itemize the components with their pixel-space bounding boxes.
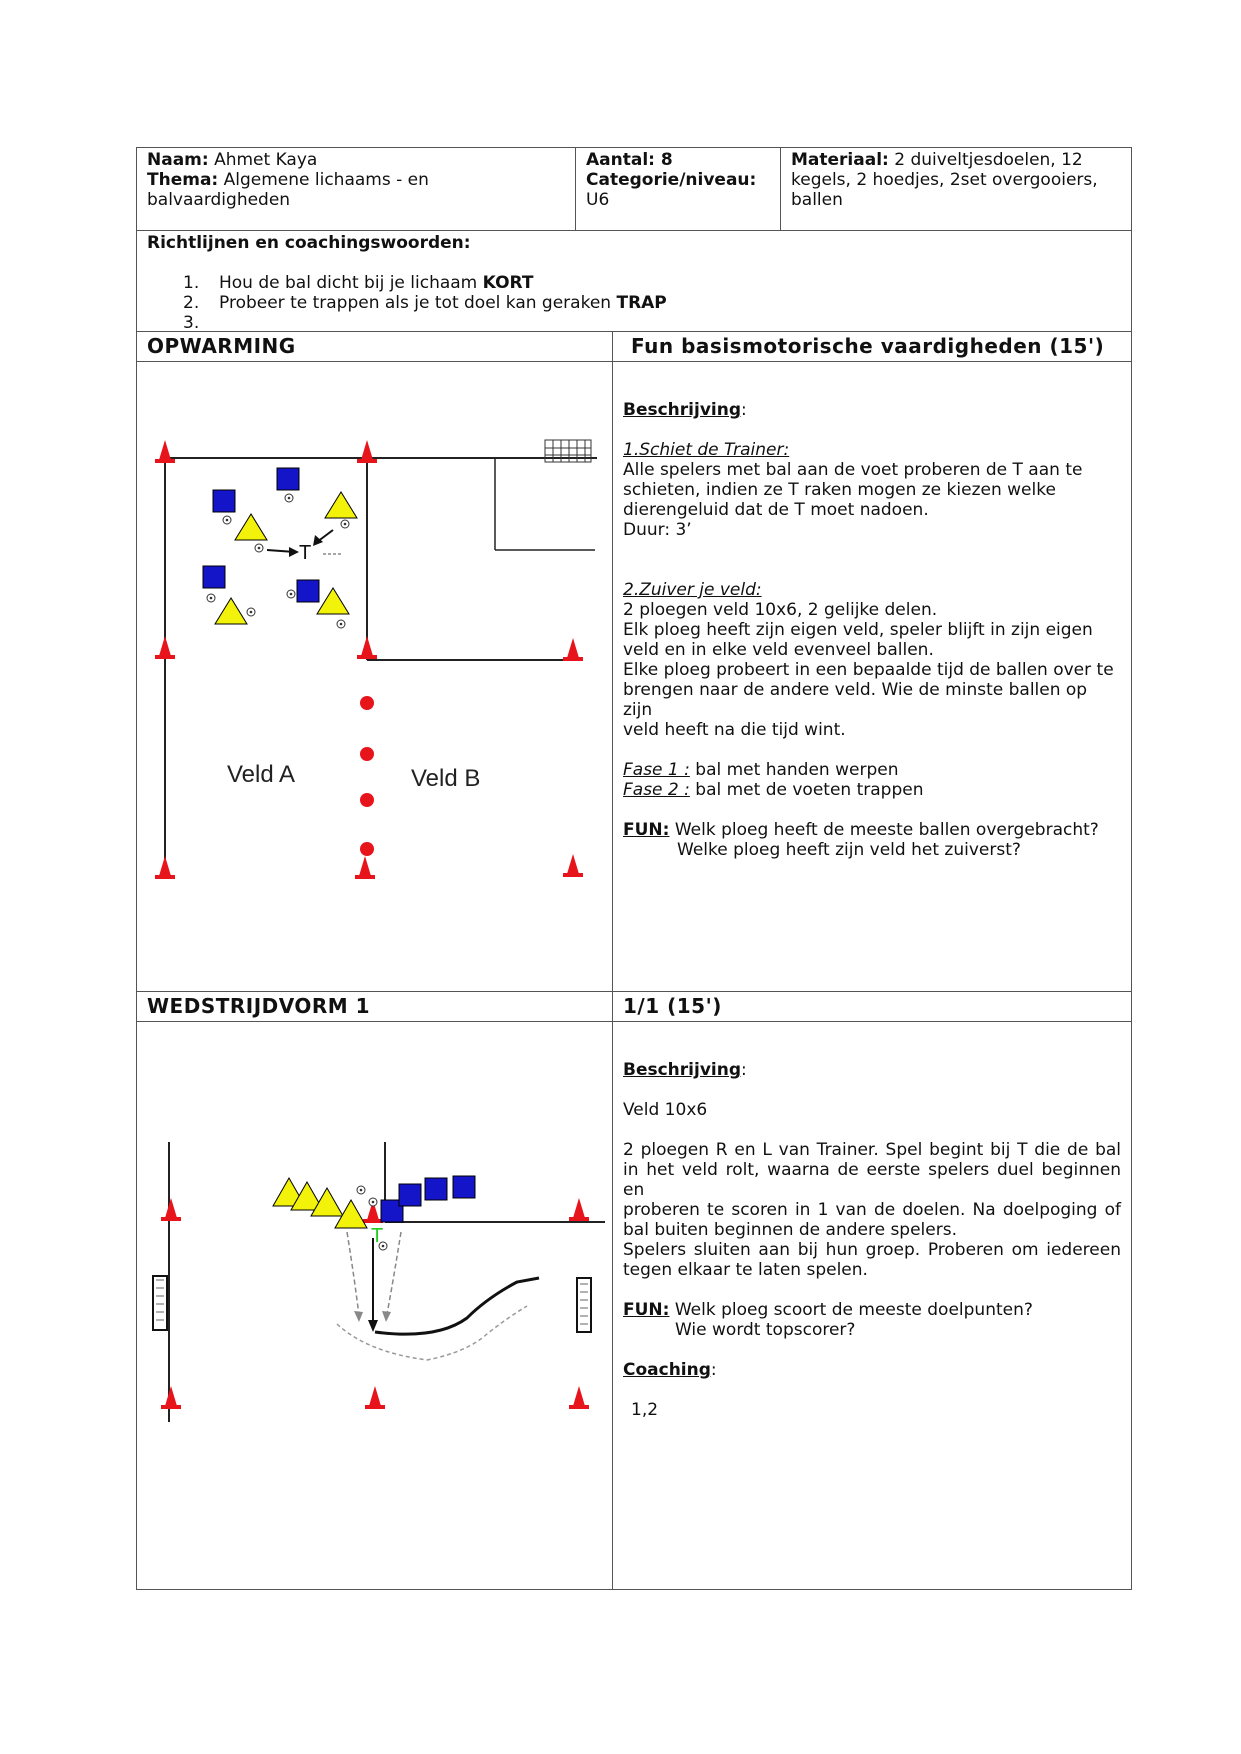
ball-icon [369, 1198, 377, 1206]
materiaal-value-2: kegels, 2 hoedjes, 2set overgooiers, [791, 170, 1098, 190]
coaching-label: Coaching [623, 1360, 711, 1380]
exercise2-line: Elk ploeg heeft zijn eigen veld, speler blijft in zijn eigen [623, 620, 1093, 640]
lesson-sheet [136, 147, 1132, 1590]
coaching-value: 1,2 [631, 1400, 659, 1420]
marker-dot-icon [360, 696, 374, 710]
fun-line: Wie wordt topscorer? [675, 1320, 856, 1340]
richtlijn-item [147, 293, 1121, 313]
colon-text: : [710, 1360, 717, 1380]
cone-icon [563, 854, 583, 877]
wedstrijdvorm-diagram-cell [136, 1021, 613, 1590]
ball-icon [357, 1186, 365, 1194]
fun-label: FUN: [623, 1300, 670, 1320]
materiaal-value: 2 duiveltjesdoelen, 12 [894, 150, 1083, 170]
cone-icon [569, 1386, 589, 1409]
fase1-label: Fase 1 : [623, 760, 690, 780]
description-line: 2 ploegen R en L van Trainer. Spel begint bij T die de bal [623, 1140, 1121, 1160]
player-yellow-icon [317, 588, 349, 614]
richtlijn-number: 1. [183, 273, 200, 293]
cone-icon [569, 1198, 589, 1221]
exercise2-title: 2.Zuiver je veld: [623, 580, 762, 600]
richtlijn-keyword: KORT [482, 273, 534, 293]
ball-icon [223, 516, 231, 524]
ball-icon [287, 590, 295, 598]
player-blue-icon [425, 1178, 447, 1200]
player-blue-icon [399, 1184, 421, 1206]
fase2-label: Fase 2 : [623, 780, 690, 800]
richtlijn-number: 2. [183, 293, 200, 313]
opwarming-subtitle: Fun basismotorische vaardigheden (15') [631, 334, 1105, 358]
colon-text: : [741, 1060, 747, 1080]
cone-icon [365, 1386, 385, 1409]
opwarming-description-cell [612, 361, 1132, 992]
wedstrijdvorm-title-cell [136, 991, 613, 1022]
cone-icon [563, 638, 583, 661]
veld-b-label: Veld B [411, 765, 481, 792]
player-yellow-icon [235, 514, 267, 540]
player-blue-icon [213, 490, 235, 512]
cone-icon [357, 440, 377, 463]
fase1-text: bal met handen werpen [689, 760, 899, 780]
categorie-value: U6 [586, 190, 610, 210]
wedstrijdvorm-subtitle-cell [612, 991, 1132, 1022]
description-line: in het veld rolt, waarna de eerste spelers duel beginnen en [623, 1160, 1121, 1200]
richtlijn-number: 3. [183, 313, 200, 333]
player-blue-icon [453, 1176, 475, 1198]
cone-icon [355, 856, 375, 879]
exercise2-line: veld en in elke veld evenveel ballen. [623, 640, 934, 660]
veld-size: Veld 10x6 [623, 1100, 708, 1120]
description-line: proberen te scoren in 1 van de doelen. Na doelpoging of [623, 1200, 1121, 1220]
player-blue-icon [297, 580, 319, 602]
ball-icon [255, 544, 263, 552]
richtlijn-text: Hou de bal dicht bij je lichaam [219, 273, 483, 293]
richtlijn-keyword: TRAP [616, 293, 667, 313]
goal-left-icon [153, 1276, 167, 1330]
cone-icon [155, 636, 175, 659]
fun-line: Welke ploeg heeft zijn veld het zuiverst? [677, 840, 1021, 860]
ball-icon [341, 520, 349, 528]
wedstrijdvorm-title: WEDSTRIJDVORM 1 [147, 994, 371, 1018]
trainer-label: T [299, 542, 312, 564]
description-line: tegen elkaar te laten spelen. [623, 1260, 868, 1280]
player-blue-icon [203, 566, 225, 588]
fun-label: FUN: [623, 820, 670, 840]
beschrijving-label: Beschrijving [623, 400, 742, 420]
fase2-text: bal met de voeten trappen [689, 780, 924, 800]
richtlijnen-cell [136, 230, 1132, 332]
opwarming-diagram-cell [136, 361, 613, 992]
header-materiaal-cell [780, 147, 1132, 231]
exercise1-line: schieten, indien ze T raken mogen ze kiezen welke [623, 480, 1056, 500]
player-yellow-icon [215, 598, 247, 624]
marker-dot-icon [360, 747, 374, 761]
exercise2-line: brengen naar de andere veld. Wie de minste ballen op zijn [623, 680, 1088, 720]
trainer-label: T [371, 1225, 384, 1247]
exercise1-line: Alle spelers met bal aan de voet proberen de T aan te [623, 460, 1083, 480]
richtlijnen-title: Richtlijnen en coachingswoorden: [147, 233, 471, 253]
wedstrijdvorm-description-cell [612, 1021, 1132, 1590]
beschrijving-label: Beschrijving [623, 1060, 742, 1080]
wedstrijdvorm-subtitle: 1/1 (15') [623, 994, 722, 1018]
ball-icon [337, 620, 345, 628]
richtlijn-text: Probeer te trappen als je tot doel kan geraken [219, 293, 617, 313]
header-naam-cell [136, 147, 576, 231]
exercise1-line: Duur: 3’ [623, 520, 692, 540]
goal-right-icon [577, 1278, 591, 1332]
thema-label: Thema: [147, 170, 219, 190]
marker-dot-icon [360, 793, 374, 807]
naam-label: Naam: [147, 150, 209, 170]
description-line: bal buiten beginnen de andere spelers. [623, 1220, 957, 1240]
opwarming-subtitle-cell [612, 331, 1132, 362]
cone-icon [357, 636, 377, 659]
veld-a-label: Veld A [227, 761, 296, 788]
exercise2-line: Elke ploeg probeert in een bepaalde tijd de ballen over te [623, 660, 1114, 680]
description-line: Spelers sluiten aan bij hun groep. Proberen om iedereen [623, 1240, 1121, 1260]
materiaal-value-3: ballen [791, 190, 843, 210]
exercise2-line: 2 ploegen veld 10x6, 2 gelijke delen. [623, 600, 938, 620]
cone-icon [155, 440, 175, 463]
richtlijn-item [147, 273, 1121, 293]
cone-icon [161, 1386, 181, 1409]
marker-dot-icon [360, 842, 374, 856]
opwarming-title: OPWARMING [147, 334, 296, 358]
header-aantal-cell [575, 147, 781, 231]
ball-icon [285, 494, 293, 502]
thema-value: Algemene lichaams - en [223, 170, 429, 190]
fun-line: Welk ploeg heeft de meeste ballen overgebracht? [669, 820, 1099, 840]
richtlijn-item [147, 313, 1121, 333]
cone-icon [155, 856, 175, 879]
aantal-label: Aantal: 8 [586, 150, 673, 170]
exercise1-line: dierengeluid dat de T moet nadoen. [623, 500, 929, 520]
wedstrijdvorm-diagram [137, 1022, 612, 1589]
fun-line: Welk ploeg scoort de meeste doelpunten? [669, 1300, 1033, 1320]
player-yellow-icon [325, 492, 357, 518]
colon-text: : [741, 400, 747, 420]
ball-icon [207, 594, 215, 602]
naam-value: Ahmet Kaya [214, 150, 318, 170]
cone-icon [161, 1198, 181, 1221]
player-blue-icon [277, 468, 299, 490]
opwarming-title-cell [136, 331, 613, 362]
thema-value-cont: balvaardigheden [147, 190, 291, 210]
exercise2-line: veld heeft na die tijd wint. [623, 720, 846, 740]
opwarming-diagram [137, 362, 612, 991]
exercise1-title: 1.Schiet de Trainer: [623, 440, 790, 460]
materiaal-label: Materiaal: [791, 150, 889, 170]
ball-icon [247, 608, 255, 616]
categorie-label: Categorie/niveau: [586, 170, 757, 190]
